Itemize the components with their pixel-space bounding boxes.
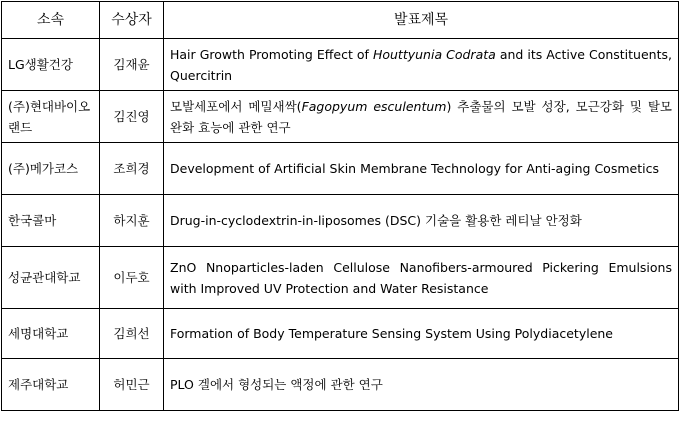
- title-cell: Formation of Body Temperature Sensing System Using Polydiacetylene: [164, 309, 679, 359]
- affiliation-cell: 제주대학교: [2, 359, 100, 411]
- affiliation-cell: 성균관대학교: [2, 247, 100, 309]
- title-cell: [164, 39, 679, 91]
- title-cell: [164, 91, 679, 143]
- title-cell: Development of Artificial Skin Membrane Technology for Anti-aging Cosmetics: [164, 143, 679, 195]
- table-row: [2, 309, 679, 359]
- title-cell: PLO 겔에서 형성되는 액정에 관한 연구: [164, 359, 679, 411]
- affiliation-cell: 한국콜마: [2, 195, 100, 247]
- title-cell: Drug-in-cyclodextrin-in-liposomes (DSC) 기술을 활용한 레티날 안정화: [164, 195, 679, 247]
- affiliation-cell: 세명대학교: [2, 309, 100, 359]
- affiliation-cell: (주)메가코스: [2, 143, 100, 195]
- winner-cell: 하지훈: [100, 195, 164, 247]
- winner-cell: 이두호: [100, 247, 164, 309]
- affiliation-cell: LG생활건강: [2, 39, 100, 91]
- winner-cell: 김희선: [100, 309, 164, 359]
- table-row: [2, 39, 679, 91]
- table-row: [2, 359, 679, 411]
- title-italic-text: Houttyunia Codrata: [372, 46, 496, 62]
- header-title: 발표제목: [164, 2, 679, 39]
- table-row: [2, 143, 679, 195]
- winner-cell: 조희경: [100, 143, 164, 195]
- table-row: [2, 247, 679, 309]
- header-winner: 수상자: [100, 2, 164, 39]
- winner-cell: 허민근: [100, 359, 164, 411]
- title-italic-text: Fagopyum esculentum: [301, 98, 447, 114]
- title-text: and its Active Constituents, Quercitrin: [170, 46, 672, 83]
- title-text: 모발세포에서 메밀새싹(: [170, 98, 302, 114]
- table-row: [2, 195, 679, 247]
- winner-cell: 김재윤: [100, 39, 164, 91]
- header-affiliation: 소속: [2, 2, 100, 39]
- affiliation-cell: (주)현대바이오랜드: [2, 91, 100, 143]
- awards-table: [1, 1, 679, 411]
- header-row: [2, 2, 679, 39]
- table-row: [2, 91, 679, 143]
- winner-cell: 김진영: [100, 91, 164, 143]
- title-cell: ZnO Nnoparticles-laden Cellulose Nanofibers-armoured Pickering Emulsions with Improved UV Protection and Water Resistance: [164, 247, 679, 309]
- title-text: ) 추출물의 모발 성장, 모근강화 및 탈모 완화 효능에 관한 연구: [170, 98, 672, 135]
- title-text: Hair Growth Promoting Effect of: [170, 46, 373, 62]
